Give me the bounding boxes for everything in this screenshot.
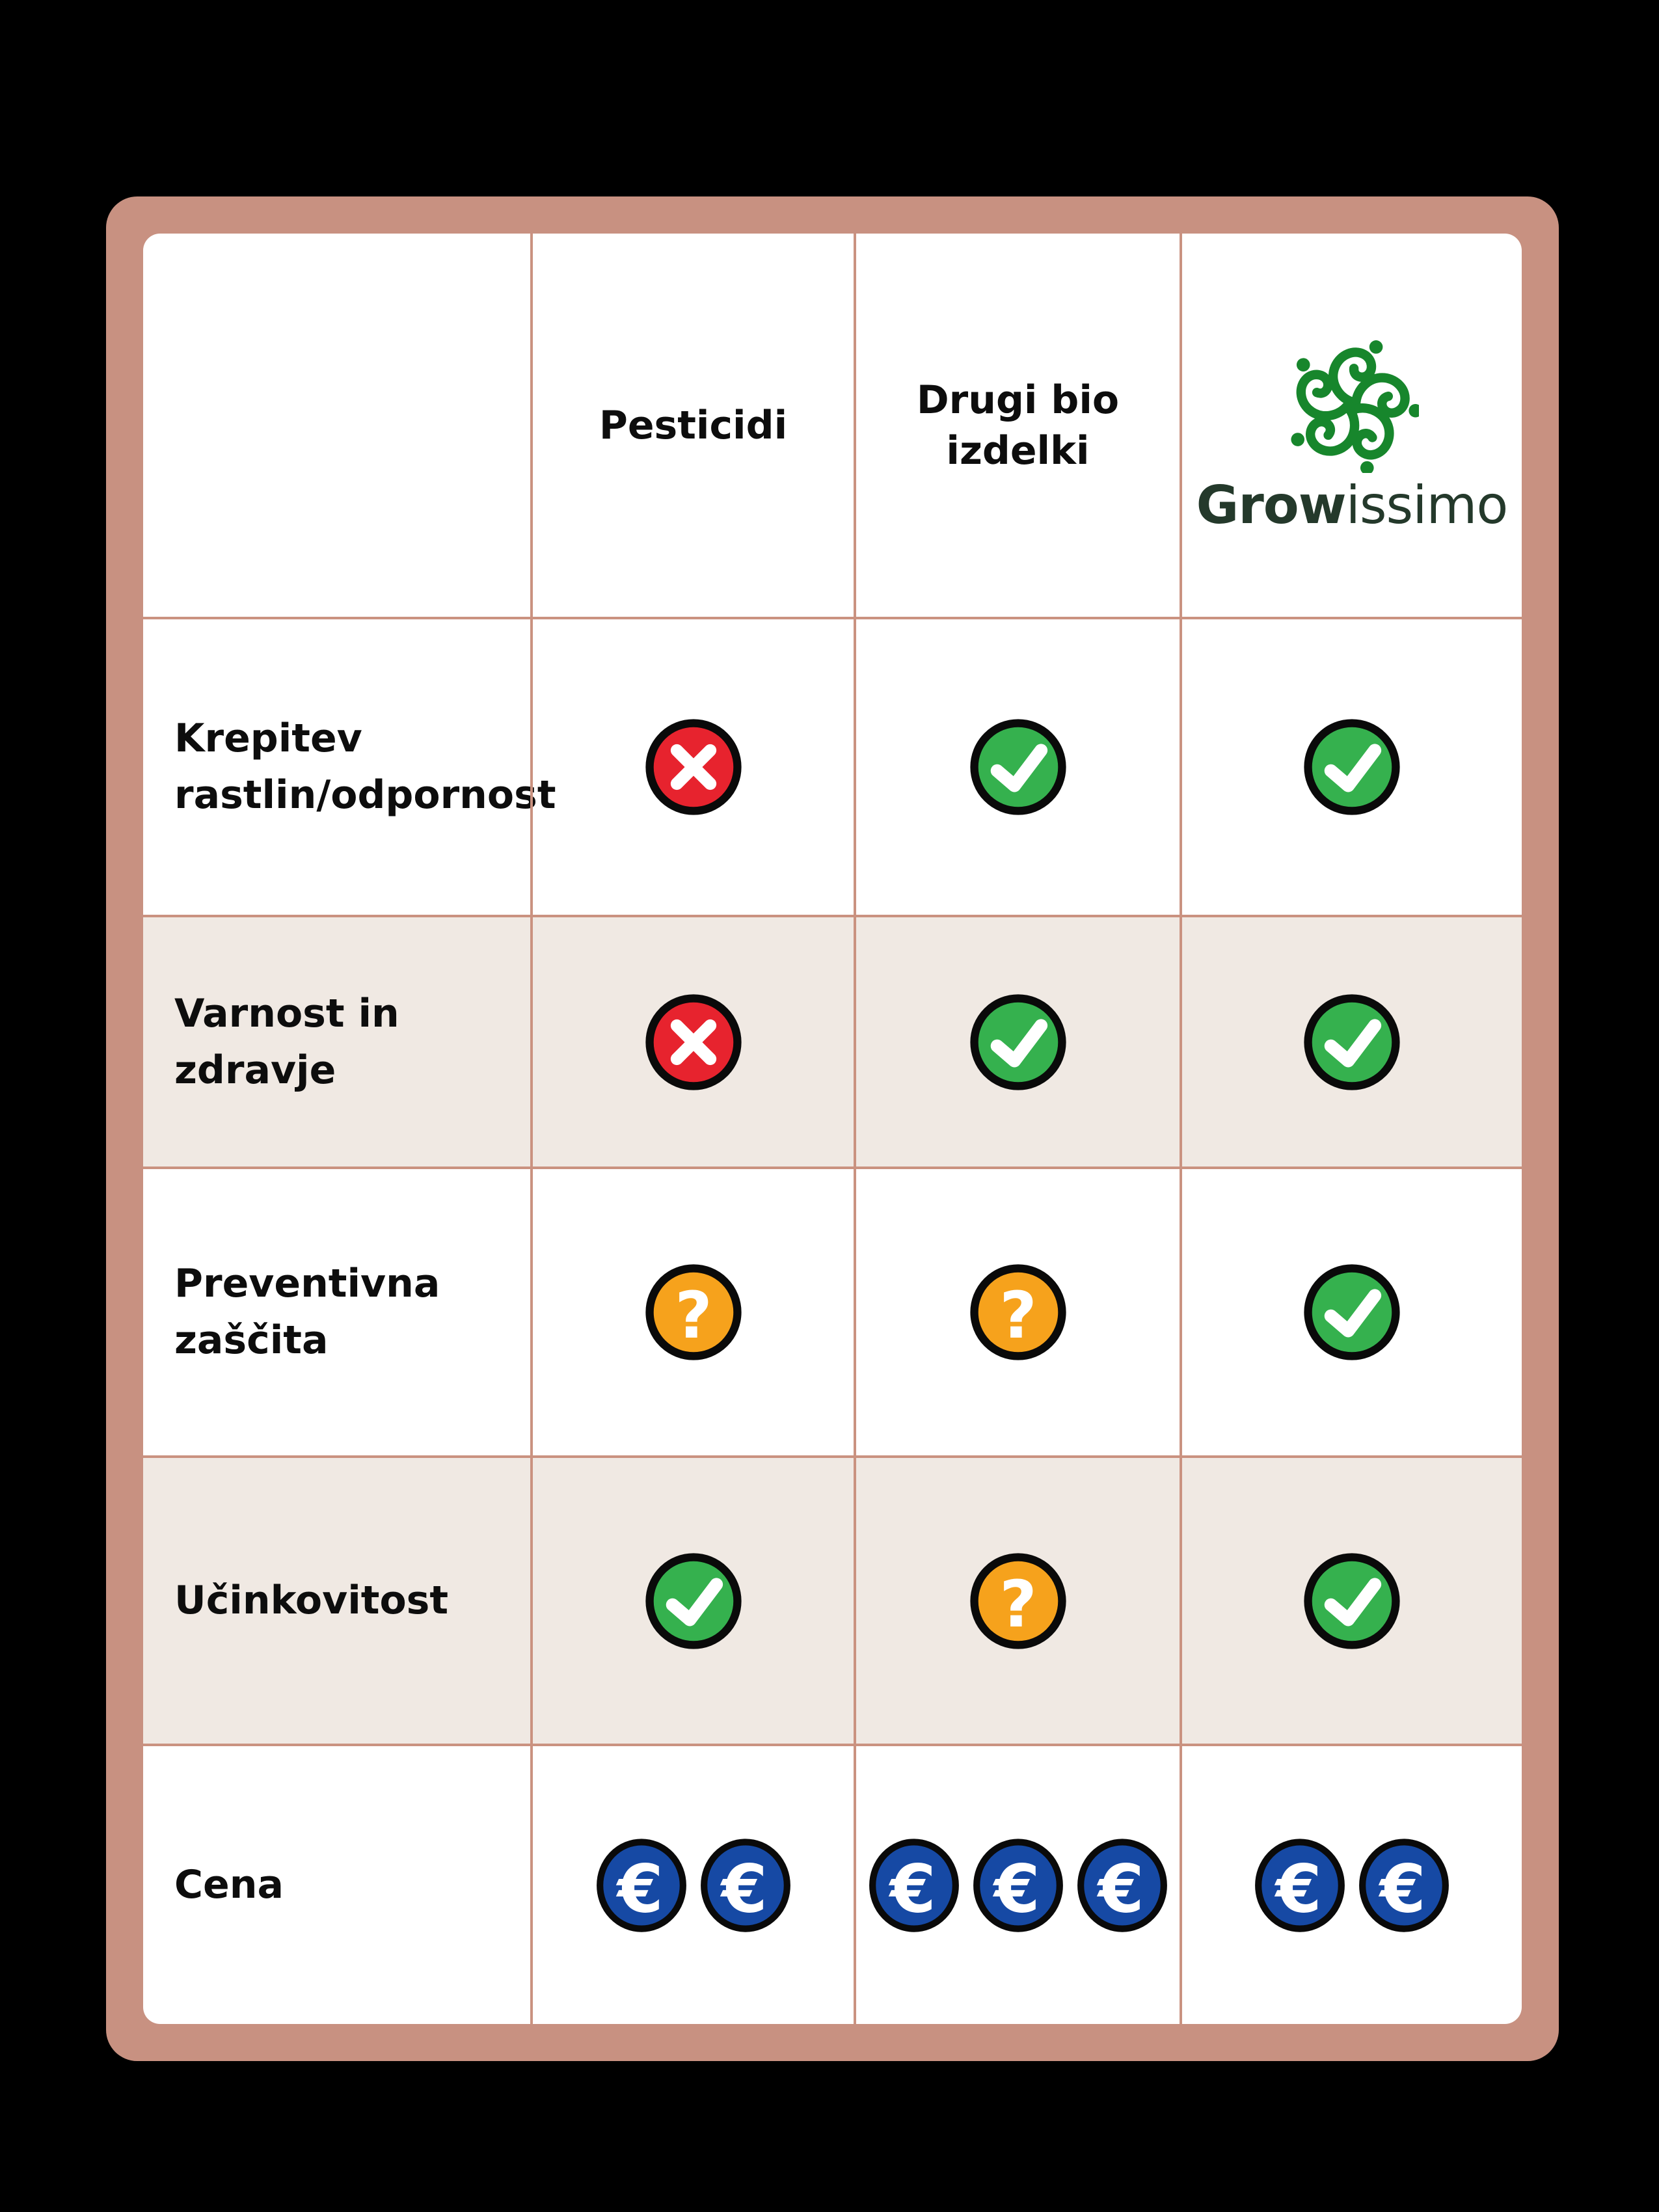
table-cell bbox=[1180, 1744, 1522, 2024]
growissimo-wordmark bbox=[1196, 474, 1508, 535]
table-cell bbox=[1180, 617, 1522, 915]
svg-text:€: € bbox=[617, 1850, 664, 1928]
svg-text:€: € bbox=[721, 1850, 768, 1928]
table-cell bbox=[1180, 1455, 1522, 1744]
question-icon bbox=[969, 1552, 1068, 1651]
column-header-label: Drugi bio izdelki bbox=[916, 377, 1120, 474]
table-cell bbox=[854, 1455, 1180, 1744]
check-icon bbox=[1302, 1263, 1401, 1362]
check-icon bbox=[1302, 1552, 1401, 1651]
table-cell bbox=[854, 1167, 1180, 1455]
table-cell bbox=[1180, 915, 1522, 1167]
row-label-krepitev bbox=[143, 617, 556, 915]
svg-text:?: ? bbox=[674, 1278, 712, 1354]
row-label-preventivna bbox=[143, 1167, 530, 1455]
row-label-text: Varnost in zdravje bbox=[174, 990, 399, 1093]
wordmark-light: issimo bbox=[1345, 474, 1508, 535]
table-cell bbox=[530, 1167, 854, 1455]
row-label-text: Preventivna zaščita bbox=[174, 1261, 440, 1363]
row-label-varnost bbox=[143, 915, 530, 1167]
row-label-text: Krepitev rastlin/odpornost bbox=[174, 716, 556, 818]
row-label-ucinkovitost bbox=[143, 1455, 530, 1744]
table-cell bbox=[854, 617, 1180, 915]
table-cell bbox=[530, 1744, 854, 2024]
euro-icon bbox=[697, 1837, 794, 1934]
svg-text:€: € bbox=[1098, 1850, 1144, 1928]
header-cell-pesticidi bbox=[530, 234, 854, 617]
question-icon bbox=[644, 1263, 743, 1362]
row-label-text: Učinkovitost bbox=[174, 1578, 449, 1623]
euro-icon bbox=[1074, 1837, 1170, 1934]
header-cell-blank bbox=[143, 234, 530, 617]
svg-text:€: € bbox=[1275, 1850, 1322, 1928]
cross-icon bbox=[644, 993, 743, 1092]
check-icon bbox=[1302, 718, 1401, 816]
svg-text:€: € bbox=[993, 1850, 1040, 1928]
row-label-text: Cena bbox=[174, 1862, 284, 1908]
svg-text:?: ? bbox=[999, 1278, 1037, 1354]
euro-icon bbox=[593, 1837, 690, 1934]
table-cell bbox=[1180, 1167, 1522, 1455]
svg-text:€: € bbox=[889, 1850, 936, 1928]
table-cell bbox=[530, 1455, 854, 1744]
wordmark-bold: Grow bbox=[1196, 474, 1346, 535]
check-icon bbox=[969, 993, 1068, 1092]
table-cell bbox=[530, 617, 854, 915]
row-label-cena bbox=[143, 1744, 530, 2024]
svg-text:€: € bbox=[1379, 1850, 1426, 1928]
check-icon bbox=[644, 1552, 743, 1651]
table-cell bbox=[854, 1744, 1180, 2024]
comparison-card bbox=[106, 196, 1559, 2061]
euro-icon bbox=[1252, 1837, 1348, 1934]
table-cell bbox=[854, 915, 1180, 1167]
euro-icon bbox=[866, 1837, 962, 1934]
svg-text:?: ? bbox=[999, 1567, 1037, 1642]
table-cell bbox=[530, 915, 854, 1167]
growissimo-logo-icon bbox=[1285, 339, 1419, 473]
header-cell-growissimo bbox=[1180, 234, 1522, 617]
question-icon bbox=[969, 1263, 1068, 1362]
check-icon bbox=[1302, 993, 1401, 1092]
header-cell-drugi-bio bbox=[854, 234, 1180, 617]
comparison-table bbox=[143, 234, 1522, 2024]
cross-icon bbox=[644, 718, 743, 816]
check-icon bbox=[969, 718, 1068, 816]
column-header-label: Pesticidi bbox=[599, 402, 788, 448]
euro-icon bbox=[970, 1837, 1066, 1934]
euro-icon bbox=[1356, 1837, 1452, 1934]
